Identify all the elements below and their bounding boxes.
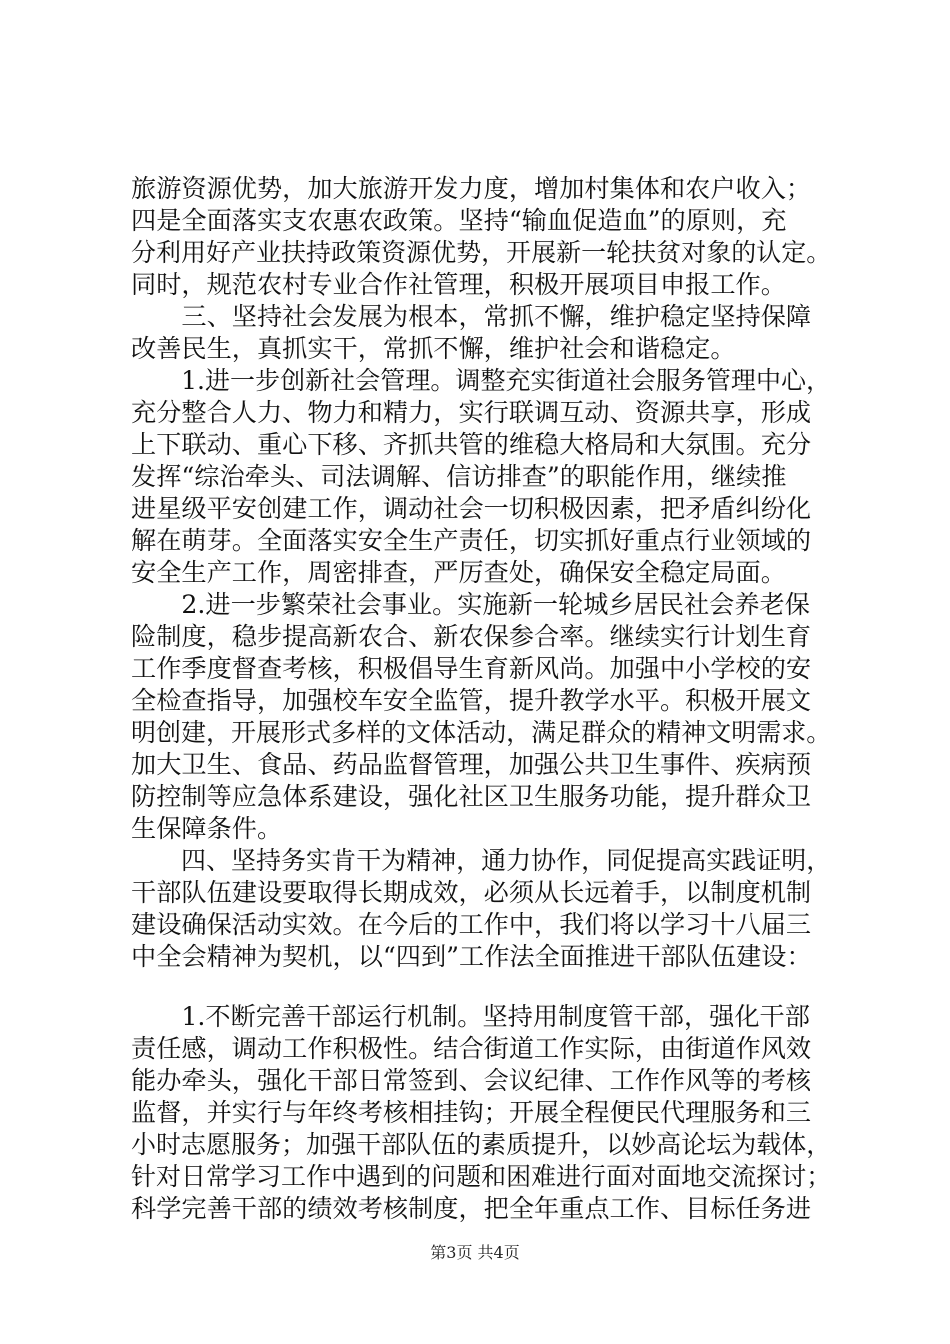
text-line: 安全生产工作，周密排查，严厉查处，确保安全稳定局面。: [131, 558, 786, 587]
text-line: 三、坚持社会发展为根本，常抓不懈，维护稳定坚持保障: [131, 302, 812, 331]
text-line: 监督，并实行与年终考核相挂钩；开展全程便民代理服务和三: [131, 1098, 812, 1127]
text-line: 工作季度督查考核，积极倡导生育新风尚。加强中小学校的安: [131, 654, 812, 683]
text-line: 进星级平安创建工作，调动社会一切积极因素，把矛盾纠纷化: [131, 494, 812, 523]
text-line: 加大卫生、食品、药品监督管理，加强公共卫生事件、疾病预: [131, 750, 812, 779]
text-line: 责任感，调动工作积极性。结合街道工作实际，由街道作风效: [131, 1034, 812, 1063]
text-line: 小时志愿服务；加强干部队伍的素质提升，以妙高论坛为载体，: [131, 1130, 832, 1159]
text-line: 解在萌芽。全面落实安全生产责任，切实抓好重点行业领域的: [131, 526, 812, 555]
text-line: 充分整合人力、物力和精力，实行联调互动、资源共享，形成: [131, 398, 812, 427]
text-line: 2.进一步繁荣社会事业。实施新一轮城乡居民社会养老保: [131, 590, 810, 619]
text-line: 旅游资源优势，加大旅游开发力度，增加村集体和农户收入；: [131, 174, 812, 203]
text-line: 生保障条件。: [131, 814, 283, 843]
text-line: 全检查指导，加强校车安全监管，提升教学水平。积极开展文: [131, 686, 812, 715]
text-line: 防控制等应急体系建设，强化社区卫生服务功能，提升群众卫: [131, 782, 812, 811]
text-line: 改善民生，真抓实干，常抓不懈，维护社会和谐稳定。: [131, 334, 736, 363]
text-line: 建设确保活动实效。在今后的工作中，我们将以学习十八届三: [131, 910, 812, 939]
text-line: 上下联动、重心下移、齐抓共管的维稳大格局和大氛围。充分: [131, 430, 812, 459]
text-line: 险制度，稳步提高新农合、新农保参合率。继续实行计划生育: [131, 622, 812, 651]
text-line: 1.不断完善干部运行机制。坚持用制度管干部，强化干部: [131, 1002, 810, 1031]
text-line: 同时，规范农村专业合作社管理，积极开展项目申报工作。: [131, 270, 786, 299]
text-line: 中全会精神为契机，以“四到”工作法全面推进干部队伍建设：: [131, 942, 812, 971]
page-number-footer: 第3页 共4页: [430, 1243, 520, 1262]
text-line: 干部队伍建设要取得长期成效，必须从长远着手，以制度机制: [131, 878, 812, 907]
text-line: 针对日常学习工作中遇到的问题和困难进行面对面地交流探讨；: [131, 1162, 832, 1191]
text-line: 四是全面落实支农惠农政策。坚持“输血促造血”的原则，充: [131, 206, 787, 235]
text-line: 明创建，开展形式多样的文体活动，满足群众的精神文明需求。: [131, 718, 832, 747]
text-line: 四、坚持务实肯干为精神，通力协作，同促提高实践证明，: [131, 846, 832, 875]
text-line: 能办牵头，强化干部日常签到、会议纪律、工作作风等的考核: [131, 1066, 812, 1095]
text-line: 科学完善干部的绩效考核制度，把全年重点工作、目标任务进: [131, 1194, 812, 1223]
text-line: 1.进一步创新社会管理。调整充实街道社会服务管理中心，: [131, 366, 832, 395]
text-line: 分利用好产业扶持政策资源优势，开展新一轮扶贫对象的认定。: [131, 238, 832, 267]
text-line: 发挥“综治牵头、司法调解、信访排查”的职能作用，继续推: [131, 462, 787, 491]
